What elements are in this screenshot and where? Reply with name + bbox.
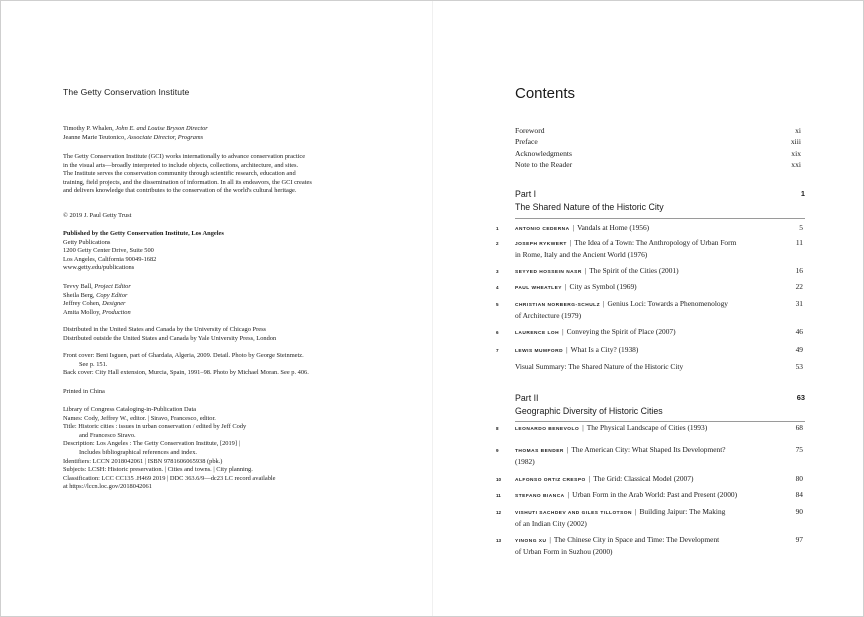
entry-title: City as Symbol (1969) — [569, 282, 637, 291]
distribution-notice: Distributed in the United States and Canada by the University of Chicago Press Distributed outside the United States and Canada by Yale University Press, London — [63, 326, 277, 342]
entry-page: 80 — [795, 474, 803, 483]
toc-front-item[interactable]: Preface xiii — [515, 137, 801, 147]
copyright-notice: © 2019 J. Paul Getty Trust — [63, 212, 132, 219]
entry-page: 97 — [795, 535, 803, 544]
part-heading[interactable] — [515, 392, 805, 417]
institute-description: The Getty Conservation Institute (GCI) works internationally to advance conservation practice in the visual arts—broadly interpreted to include objects, collections, architecture, and sites. The Institute serves the conservation community through scientific research, education and training, field projects, and the dissemination of information. In all its endeavors, the GCI creates and delivers knowledge that contributes to the conservation of the world's cultural heritage. — [63, 153, 312, 195]
entry-title: The Idea of a Town: The Anthropology of Urban Form — [574, 238, 737, 247]
entry-title: The Grid: Classical Model (2007) — [593, 474, 694, 483]
entry-title: Urban Form in the Arab World: Past and Present (2000) — [572, 490, 738, 499]
part-label: Part I — [515, 189, 537, 199]
credits-list: Tevvy Ball, Project Editor Sheila Berg, Copy Editor Jeffrey Cohen, Designer Amita Molloy, Production — [63, 283, 131, 316]
entry-author: VISHUTI SACHDEV AND GILES TILLOTSON — [515, 511, 632, 516]
entry-title: Genius Loci: Towards a Phenomenology — [607, 299, 728, 308]
cip-data: Library of Congress Cataloging-in-Publication Data Names: Cody, Jeffrey W., editor. | Siravo, Francesco, editor. Title: Historic cities : issues in urban conservation / edited by Jeff Cody and Francesco Siravo. Description: Los Angeles : The Getty Conservation Institute, [2019] | Includes bibliographical references and index. Identifiers: LCCN 2018042061 | ISBN 9781606065938 (pbk.) Subjects: LCSH: Historic preservation. | Cities and towns. | City planning. Classification: LCC CC135 .H469 2019 | DDC 363.6/9—dc23 LC record available at https://lccn.loc.gov/2018042061 — [63, 406, 276, 491]
part-page: 63 — [796, 393, 805, 402]
entry-page: 53 — [795, 362, 803, 371]
publisher-name: The Getty Conservation Institute — [63, 87, 190, 97]
front-matter-list — [515, 125, 801, 171]
entry-page: 16 — [795, 266, 803, 275]
entry-page: 75 — [795, 445, 803, 454]
entry-page: 31 — [795, 299, 803, 308]
entry-author: LEONARDO BENEVOLO — [515, 427, 580, 432]
entry-author: ANTONIO CEDERNA — [515, 227, 570, 232]
entry-author: STEFANO BIANCA — [515, 494, 565, 499]
entry-page: 11 — [795, 238, 803, 247]
entry-title: Building Jaipur: The Making — [639, 507, 726, 516]
copyright-page — [1, 1, 432, 616]
entry-page: 22 — [795, 282, 803, 291]
staff-list — [63, 125, 383, 142]
entry-title: The Physical Landscape of Cities (1993) — [586, 423, 708, 432]
entry-author: LEWIS MUMFORD — [515, 349, 564, 354]
contents-page: Contents Foreword xi Preface xiii Acknowledgments xix Note to the Reader xxi Part I The Shared Nature of the Historic City 1 1 ANTONIO CEDERNA | Vandals at Home (1956) 5 2 JOSEPH RYKWERT | The Idea of a Town: The Anthropology of Urban Form in Rome, Italy and the Ancient World (1976) 11 3 SEYYED HOSSEIN NASR | The Spirit of the Cities (2001) 16 4 PAUL WHEATLEY | City as Symbol (1969) 22 5 CHRISTIAN NORBERG-SCHULZ | Genius Loci: Towards a Phenomenology of Architecture (1979) 31 6 LAURENCE LOH | Conveying the Spirit of Place (2007) 46 7 LEWIS MUMFORD | What Is a City? (1938) 49 Visual Summary: The Shared Nature of the Historic City 53 Part II Geographic Diversity of Historic Cities 63 8 LEONARDO BENEVOLO | The Physical Landscape of Cities (1993) 68 9 THOMAS BENDER | The American City: What Shaped Its Development? (1982) 75 10 ALFONSO ORTIZ CRESPO | The Grid: Classical Model (2007) 80 11 STEFANO BIANCA | Urban Form in the Arab World: Past and Present (2000) 84 12 VISHUTI SACHDEV AND GILES TILLOTSON | Building Jaipur: The Making of an Indian City (2002) 90 13 YINONG XU | The Chinese City in Space and Time: The Development of Urban Form in Suzhou (2000) 97 — [496, 85, 805, 557]
entry-page: 5 — [799, 223, 803, 232]
entry-page: 49 — [795, 345, 803, 354]
entry-title: Visual Summary: The Shared Nature of the Historic City — [515, 362, 684, 371]
entry-author: JOSEPH RYKWERT — [515, 242, 567, 247]
entry-author: LAURENCE LOH — [515, 331, 560, 336]
part-rule — [515, 421, 805, 422]
publisher-address: Published by the Getty Conservation Institute, Los Angeles Getty Publications 1200 Getty Center Drive, Suite 500 Los Angeles, California 90049-1682 www.getty.edu/publications — [63, 230, 224, 272]
entry-title: The American City: What Shaped Its Development? — [571, 445, 726, 454]
entry-title: Vandals at Home (1956) — [577, 223, 650, 232]
entry-author: SEYYED HOSSEIN NASR — [515, 270, 582, 275]
part-page: 1 — [800, 189, 805, 198]
entry-author: ALFONSO ORTIZ CRESPO — [515, 478, 586, 483]
entry-title: What Is a City? (1938) — [570, 345, 639, 354]
page-title: Contents — [515, 85, 576, 102]
toc-front-item[interactable]: Acknowledgments xix — [515, 148, 801, 158]
entry-page: 90 — [795, 507, 803, 516]
part-label: Part II — [515, 393, 539, 403]
entry-title: Conveying the Spirit of Place (2007) — [566, 327, 676, 336]
entry-page: 68 — [795, 423, 803, 432]
entry-page: 84 — [795, 490, 803, 499]
toc-front-item[interactable]: Note to the Reader xxi — [515, 160, 801, 170]
staff-line: Jeanne Marie Teutonico, Associate Director, Programs — [63, 133, 204, 141]
entry-author: CHRISTIAN NORBERG-SCHULZ — [515, 303, 601, 308]
printed-in: Printed in China — [63, 388, 105, 395]
entry-author: YINONG XU — [515, 539, 547, 544]
entry-title: The Chinese City in Space and Time: The Development — [553, 535, 720, 544]
staff-line: Timothy P. Whalen, John E. and Louise Bryson Director — [63, 125, 208, 132]
entry-page: 46 — [795, 327, 803, 336]
toc-front-item[interactable]: Foreword xi — [515, 126, 801, 135]
part-rule — [515, 218, 805, 219]
part-title: Geographic Diversity of Historic Cities — [515, 405, 663, 416]
part-heading[interactable] — [515, 188, 805, 213]
entry-title: The Spirit of the Cities (2001) — [589, 266, 679, 275]
cover-credits: Front cover: Beni Isguen, part of Ghardaïa, Algeria, 2009. Detail. Photo by George Steinmetz. See p. 151. Back cover: City Hall extension, Murcia, Spain, 1991–98. Photo by Michael Moran. See p. 406. — [63, 352, 309, 377]
part-title: The Shared Nature of the Historic City — [515, 201, 664, 212]
entry-author: PAUL WHEATLEY — [515, 286, 563, 291]
entry-author: THOMAS BENDER — [515, 449, 564, 454]
